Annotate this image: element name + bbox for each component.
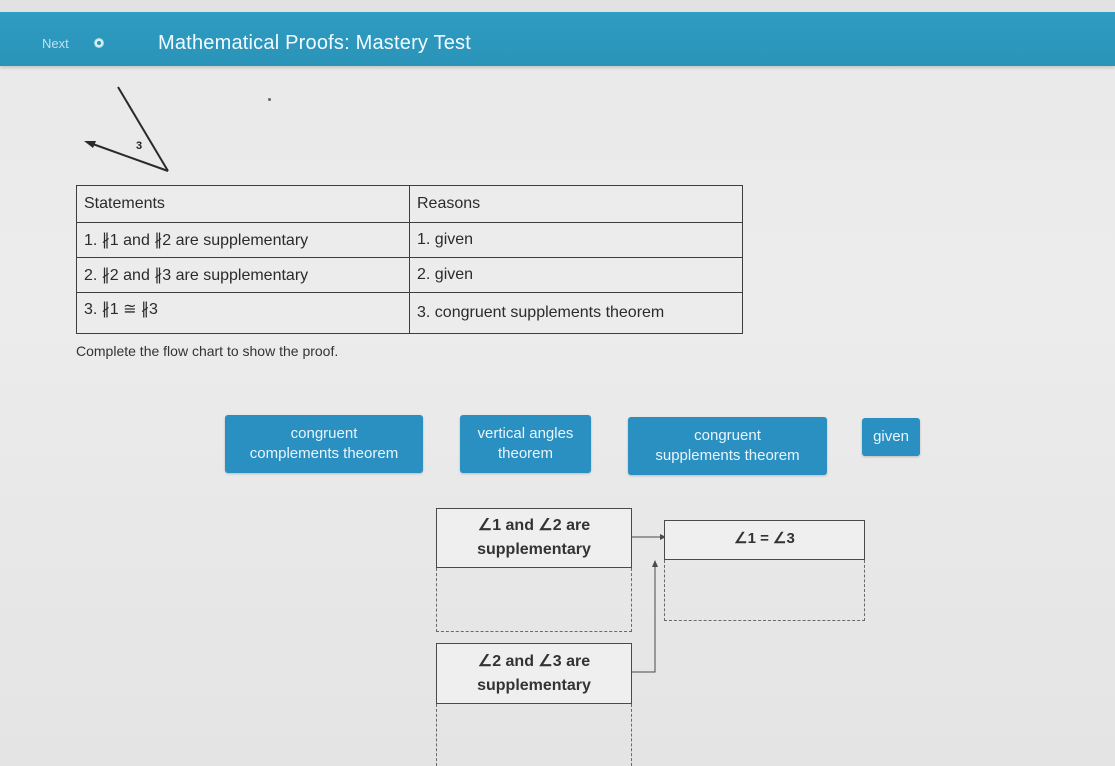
statement-text: ∦2 and ∦3 are supplementary (101, 267, 309, 284)
statement-cell (77, 258, 410, 293)
table-row (77, 258, 743, 293)
statement-cell (77, 223, 410, 258)
tile-congruent-complements-theorem[interactable] (225, 415, 423, 473)
browser-top-strip (0, 0, 1115, 12)
tile-label: given (873, 428, 909, 445)
statement-number: 3. (84, 301, 98, 318)
statement-cell (77, 293, 410, 334)
instructions-text: Complete the flow chart to show the proof. (76, 343, 339, 359)
reason-cell: 2. given (410, 258, 743, 293)
flow-statement-line: ∠2 and ∠3 are (477, 652, 591, 670)
flow-statement-line: ∠1 = ∠3 (734, 530, 795, 547)
tile-congruent-supplements-theorem[interactable] (628, 417, 827, 475)
reason-cell: 1. given (410, 223, 743, 258)
tile-given[interactable] (862, 418, 920, 456)
angle-figure (60, 80, 200, 180)
test-header-bar (0, 12, 1115, 66)
flow-statement-line: supplementary (477, 541, 591, 558)
statements-header: Statements (77, 186, 410, 223)
flow-statement-line: ∠1 and ∠2 are (477, 517, 591, 534)
reasons-header: Reasons (410, 186, 743, 223)
tile-label: complements theorem (249, 445, 399, 462)
tile-label: vertical angles (477, 425, 574, 442)
reason-drop-zone-2[interactable] (436, 704, 632, 766)
table-header-row (77, 186, 743, 223)
reason-cell: 3. congruent supplements theorem (410, 293, 743, 334)
tile-label: congruent (290, 425, 358, 442)
next-link[interactable]: Next (42, 36, 69, 51)
reason-drop-zone-conclusion[interactable] (664, 560, 865, 621)
proof-table (76, 185, 743, 334)
tile-vertical-angles-theorem[interactable] (460, 415, 591, 473)
tile-label: congruent (694, 427, 761, 444)
statement-number: 2. (84, 267, 98, 284)
angle-3-label: 3 (136, 140, 143, 152)
table-row (77, 293, 743, 334)
flow-statement-line: supplementary (477, 676, 591, 694)
statement-text: ∦1 and ∦2 are supplementary (101, 232, 309, 249)
statement-text: ∦1 ≅ ∦3 (101, 301, 158, 318)
reason-drop-zone-1[interactable] (436, 568, 632, 632)
arrowhead-up-icon (652, 560, 658, 567)
statement-number: 1. (84, 232, 98, 249)
flow-statement-2 (436, 643, 632, 704)
tile-label: supplements theorem (655, 447, 800, 464)
flow-statement-conclusion (664, 520, 865, 560)
arrowhead-icon (84, 141, 96, 148)
next-indicator-icon[interactable] (94, 38, 104, 48)
figure-ray-steep (118, 87, 168, 171)
page-title: Mathematical Proofs: Mastery Test (158, 32, 472, 54)
table-row (77, 223, 743, 258)
stray-dot (268, 98, 271, 101)
arrow-line-bottom (632, 565, 655, 672)
tile-label: theorem (497, 445, 554, 462)
flow-statement-1 (436, 508, 632, 568)
figure-ray-shallow (90, 143, 168, 171)
